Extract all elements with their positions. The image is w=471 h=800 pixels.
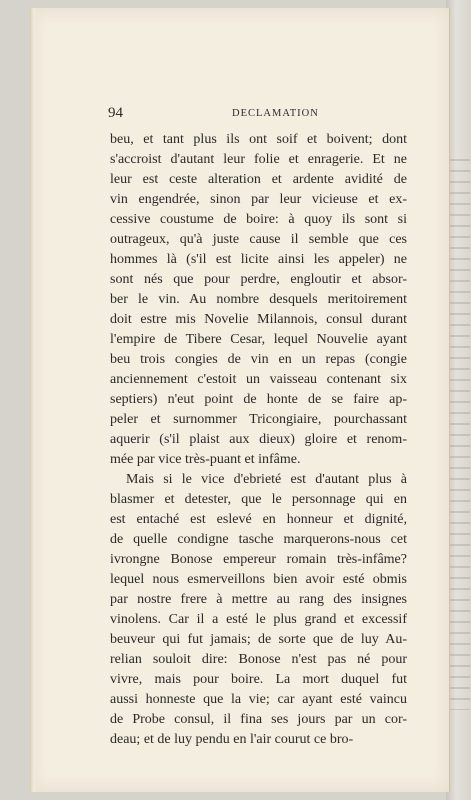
text-line: l'empire de Tibere Cesar, lequel Nouvelie ayant xyxy=(110,332,407,347)
text-line: lequel nous esmerveillons bien avoir esté obmis xyxy=(110,572,407,587)
text-line: ivrongne Bonose empereur romain très-infâme? xyxy=(110,552,407,567)
text-line: Mais si le vice d'ebrieté est d'autant plus à xyxy=(126,472,407,487)
text-line: septiers) n'eut point de honte de se faire ap- xyxy=(110,392,407,407)
text-line: vivre, mais pour boire. La mort duquel fut xyxy=(110,672,407,687)
paragraph xyxy=(110,130,407,470)
body-text xyxy=(110,130,407,750)
text-line: est entaché est eslevé en honneur et dignité, xyxy=(110,512,407,527)
page-number: 94 xyxy=(108,105,123,121)
text-line: aquerir (s'il plaist aux dieux) gloire et renom- xyxy=(110,432,407,447)
text-line: hommes là (s'il est licite ainsi les appeler) ne xyxy=(110,252,407,267)
text-line: cessive coustume de boire: à quoy ils sont si xyxy=(110,212,407,227)
text-line: beuveur qui fut jamais; de sorte que de luy Au- xyxy=(110,632,407,647)
text-line: relian souloit dire: Bonose n'est pas né pour xyxy=(110,652,407,667)
text-line: mée par vice très-puant et infâme. xyxy=(110,452,301,467)
text-line: de quelle condigne tasche marquerons-nous cet xyxy=(110,532,407,547)
text-line: de Probe consul, il fina ses jours par un cor- xyxy=(110,712,407,727)
page-header xyxy=(108,105,408,125)
text-line: ber le vin. Au nombre desquels meritoirement xyxy=(110,292,407,307)
text-line: beu trois congies de vin en un repas (congie xyxy=(110,352,407,367)
text-line: vin engendrée, sinon par leur vicieuse et ex- xyxy=(110,192,407,207)
page-gutter xyxy=(31,8,35,792)
text-line: beu, et tant plus ils ont soif et boivent; dont xyxy=(110,132,407,147)
adjacent-page-text-bleed xyxy=(448,150,470,710)
text-line: par nostre frere à mettre au rang des insignes xyxy=(110,592,407,607)
text-line: doit estre mis Novelie Milannois, consul durant xyxy=(110,312,407,327)
text-line: s'accroist d'autant leur folie et enragerie. Et ne xyxy=(110,152,407,167)
text-line: vinolens. Car il a esté le plus grand et excessif xyxy=(110,612,407,627)
text-line: deau; et de luy pendu en l'air courut ce bro- xyxy=(110,732,354,747)
text-line: outrageux, qu'à juste cause il semble que ces xyxy=(110,232,407,247)
text-line: peler et surnommer Tricongiaire, pourchassant xyxy=(110,412,407,427)
text-line: leur est ceste alteration et ardente avidité de xyxy=(110,172,407,187)
paragraph xyxy=(110,470,407,750)
text-line: anciennement c'estoit un vaisseau contenant six xyxy=(110,372,407,387)
text-line: aussi honneste que la vie; car ayant esté vaincu xyxy=(110,692,407,707)
running-head: DECLAMATION xyxy=(232,108,319,119)
text-line: sont nés que pour perdre, engloutir et absor- xyxy=(110,272,407,287)
text-line: blasmer et detester, que le personnage qui en xyxy=(110,492,407,507)
